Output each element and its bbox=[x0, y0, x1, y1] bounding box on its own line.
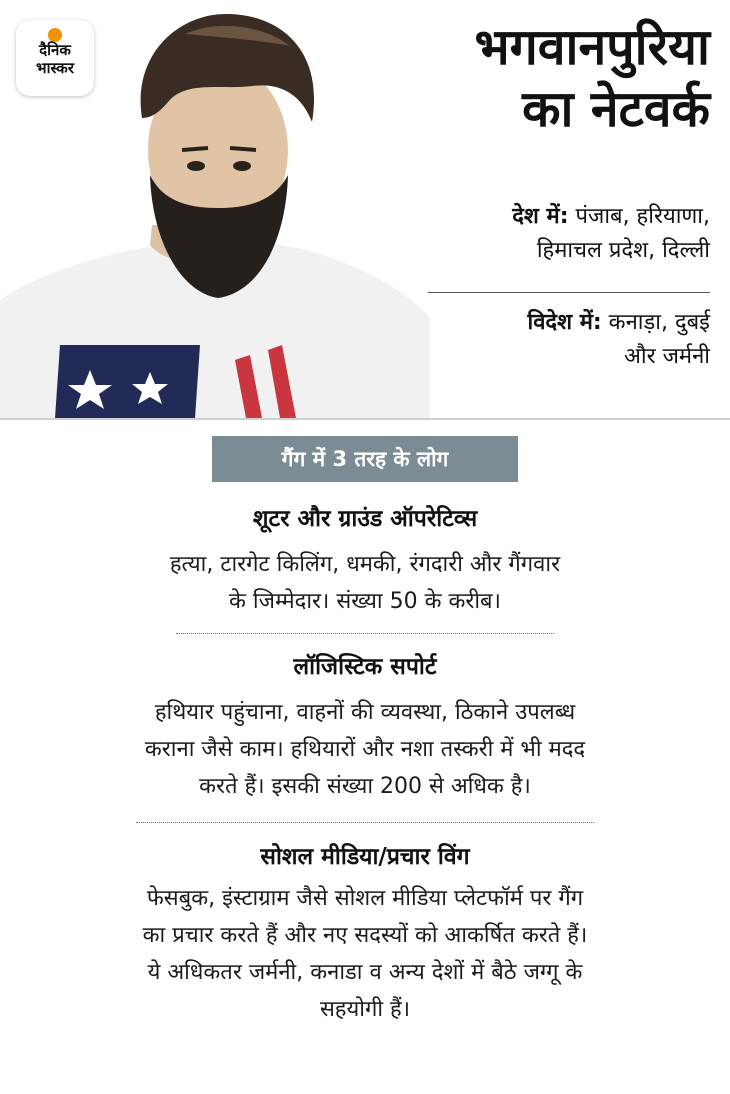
sun-icon bbox=[48, 28, 62, 42]
body-line: ये अधिकतर जर्मनी, कनाडा व अन्य देशों में बैठे जग्गू के bbox=[147, 960, 583, 985]
domestic-line1: पंजाब, हरियाणा, bbox=[568, 204, 710, 229]
section-body-logistics bbox=[40, 694, 690, 805]
section-body-shooters bbox=[40, 546, 690, 620]
header-divider bbox=[0, 418, 730, 420]
title-line1: भगवानपुरिया bbox=[474, 18, 710, 76]
info-divider bbox=[428, 292, 710, 293]
body-line: का प्रचार करते हैं और नए सदस्यों को आकर्षित करते हैं। bbox=[142, 923, 588, 948]
body-line: फेसबुक, इंस्टाग्राम जैसे सोशल मीडिया प्लेटफॉर्म पर गैंग bbox=[146, 886, 584, 911]
section-body-social-media bbox=[40, 880, 690, 1028]
logo-text-line1: दैनिक bbox=[39, 41, 71, 59]
body-line: कराना जैसे काम। हथियारों और नशा तस्करी में भी मदद bbox=[144, 737, 586, 762]
domestic-locations bbox=[512, 200, 710, 268]
title-line2: का नेटवर्क bbox=[522, 80, 710, 138]
dainik-bhaskar-logo[interactable] bbox=[16, 20, 94, 96]
domestic-line2: हिमाचल प्रदेश, दिल्ली bbox=[536, 238, 710, 263]
section-title-social-media: सोशल मीडिया/प्रचार विंग bbox=[260, 844, 470, 870]
body-line: हथियार पहुंचाना, वाहनों की व्यवस्था, ठिकाने उपलब्ध bbox=[154, 700, 576, 725]
section-divider bbox=[136, 822, 594, 823]
page-title bbox=[474, 16, 710, 140]
logo-text-line2: भास्कर bbox=[36, 59, 74, 77]
foreign-locations bbox=[528, 306, 711, 374]
domestic-label: देश में: bbox=[512, 204, 569, 229]
body-line: करते हैं। इसकी संख्या 200 से अधिक है। bbox=[199, 774, 531, 799]
foreign-line1: कनाड़ा, दुबई bbox=[601, 310, 710, 335]
section-title-logistics: लॉजिस्टिक सपोर्ट bbox=[293, 654, 437, 680]
foreign-line2: और जर्मनी bbox=[624, 344, 710, 369]
header-panel bbox=[0, 0, 730, 418]
section-badge: गैंग में 3 तरह के लोग bbox=[212, 436, 518, 482]
body-line: के जिम्मेदार। संख्या 50 के करीब। bbox=[229, 589, 501, 614]
foreign-label: विदेश में: bbox=[527, 310, 602, 335]
body-line: हत्या, टारगेट किलिंग, धमकी, रंगदारी और गैंगवार bbox=[169, 552, 561, 577]
section-title-shooters: शूटर और ग्राउंड ऑपरेटिव्स bbox=[252, 506, 478, 532]
body-line: सहयोगी हैं। bbox=[319, 997, 411, 1022]
section-divider bbox=[176, 633, 554, 634]
